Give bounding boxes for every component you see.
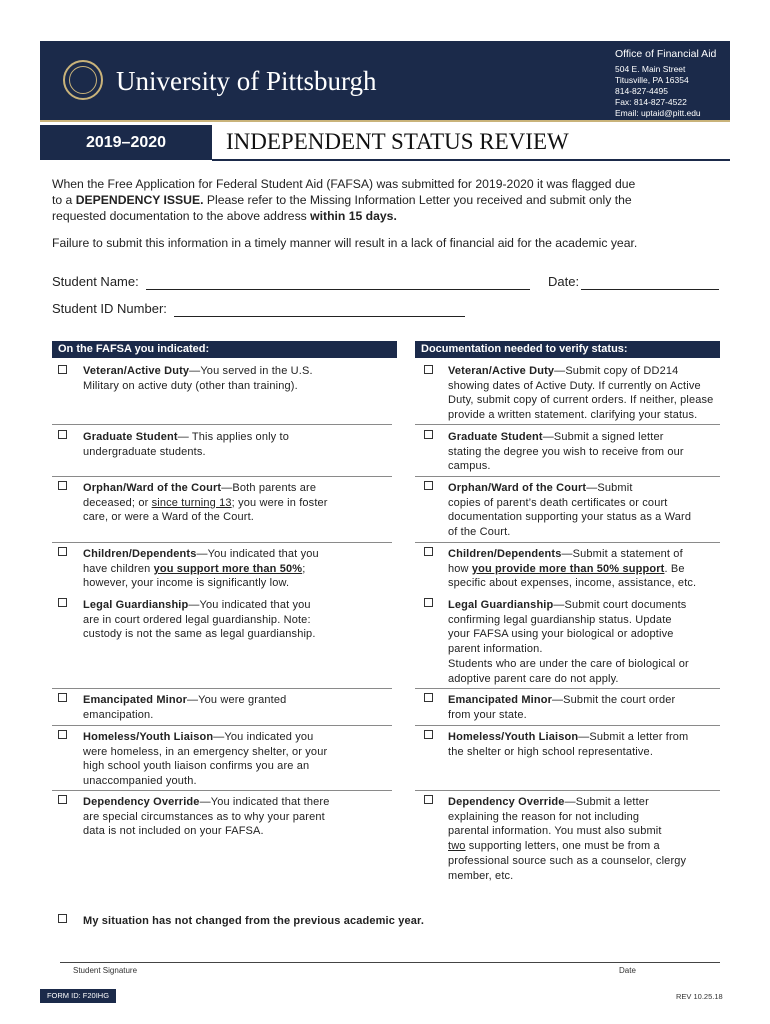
left-text-graduate: Graduate Student— This applies only to undergraduate students. <box>83 431 290 458</box>
checkbox-veteran[interactable] <box>58 365 67 374</box>
row-divider <box>415 688 720 689</box>
row-divider <box>52 725 392 726</box>
right-text-orphan: Orphan/Ward of the Court—Submit copies of parent’s death certificates or court documentation supporting your status as a Ward of the Court. <box>448 482 692 539</box>
checkbox-override[interactable] <box>58 795 67 804</box>
no-change-text: My situation has not changed from the previous academic year. <box>83 915 425 927</box>
left-text-children: Children/Dependents—You indicated that you have children you support more than 50%; however, your income is significantly low. <box>83 548 319 590</box>
intro-line-1: When the Free Application for Federal Student Aid (FAFSA) was submitted for 2019-2020 it was flagged due <box>52 177 636 191</box>
checkbox-orphan[interactable] <box>58 481 67 490</box>
left-text-homeless: Homeless/Youth Liaison—You indicated you were homeless, in an emergency shelter, or your high school youth liaison confirms you are an unaccompanied youth. <box>83 731 328 788</box>
fax-line: Fax: 814-827-4522 <box>615 97 687 107</box>
academic-year: 2019–2020 <box>85 134 167 151</box>
student-id-field[interactable] <box>174 316 465 317</box>
right-text-homeless: Homeless/Youth Liaison—Submit a letter from the shelter or high school representative. <box>448 731 689 758</box>
seal-inner-ring <box>69 66 97 94</box>
student-id-label: Student ID Number: <box>52 301 167 316</box>
row-divider <box>52 542 392 543</box>
right-text-children: Children/Dependents—Submit a statement of how you provide more than 50% support. Be specific about expenses, income, assistance, etc. <box>448 548 697 590</box>
checkbox-emancipated[interactable] <box>58 693 67 702</box>
left-text-guardianship: Legal Guardianship—You indicated that you are in court ordered legal guardianship. Note: custody is not the same as legal guardianship. <box>83 599 316 641</box>
checkbox-graduate[interactable] <box>58 430 67 439</box>
row-divider <box>415 542 720 543</box>
header-divider <box>40 120 730 122</box>
right-text-veteran: Veteran/Active Duty—Submit copy of DD214 showing dates of Active Duty. If currently on Active Duty, submit copy of current orders. If neither, please provide a written statement. clarifying your status. <box>448 365 714 422</box>
signature-date-label: Date <box>619 966 636 975</box>
row-divider <box>415 790 720 791</box>
page-title: INDEPENDENT STATUS REVIEW <box>226 129 569 154</box>
right-column-header: Documentation needed to verify status: <box>415 341 720 358</box>
checkbox-no-change[interactable] <box>58 914 67 923</box>
address-line: 504 E. Main Street <box>615 64 686 74</box>
signature-label: Student Signature <box>73 966 138 975</box>
warning-text: Failure to submit this information in a timely manner will result in a lack of financial aid for the academic year. <box>52 236 638 250</box>
email-line: Email: uptaid@pitt.edu <box>615 108 701 118</box>
right-text-guardianship: Legal Guardianship—Submit court documents confirming legal guardianship status. Update your FAFSA using your biological or adoptive parent information. Students who are under the care of biological or adoptive parent care do not apply. <box>448 599 689 685</box>
left-text-orphan: Orphan/Ward of the Court—Both parents are deceased; or since turning 13; you were in foster care, or were a Ward of the Court. <box>83 482 328 524</box>
row-divider <box>415 476 720 477</box>
checkbox-orphan-docs[interactable] <box>424 481 433 490</box>
form-id: FORM ID: F20IHG <box>40 989 116 1003</box>
title-rule <box>212 159 730 161</box>
checkbox-emancipated-docs[interactable] <box>424 693 433 702</box>
intro-line-3: requested documentation to the above address within 15 days. <box>52 209 397 223</box>
dependency-issue-text: DEPENDENCY ISSUE. <box>75 193 204 207</box>
row-divider <box>52 790 392 791</box>
left-text-override: Dependency Override—You indicated that there are special circumstances as to why your parent data is not included on your FAFSA. <box>83 796 330 838</box>
right-text-emancipated: Emancipated Minor—Submit the court order from your state. <box>448 694 676 721</box>
revision-date: REV 10.25.18 <box>676 992 723 1001</box>
date-field[interactable] <box>581 289 719 290</box>
deadline-text: within 15 days. <box>310 209 397 223</box>
phone-line: 814-827-4495 <box>615 86 668 96</box>
signature-line[interactable] <box>60 962 720 963</box>
address-line: Titusville, PA 16354 <box>615 75 689 85</box>
right-text-override: Dependency Override—Submit a letter explaining the reason for not including parental information. You must also submit two supporting letters, one must be from a professional source such as a counselor, clergy member, etc. <box>448 796 687 882</box>
checkbox-override-docs[interactable] <box>424 795 433 804</box>
row-divider <box>52 424 392 425</box>
row-divider <box>52 688 392 689</box>
left-column-header: On the FAFSA you indicated: <box>52 341 397 358</box>
checkbox-guardianship[interactable] <box>58 598 67 607</box>
checkbox-veteran-docs[interactable] <box>424 365 433 374</box>
checkbox-homeless-docs[interactable] <box>424 730 433 739</box>
university-name: University of Pittsburgh <box>116 66 377 96</box>
left-text-emancipated: Emancipated Minor—You were granted emancipation. <box>83 694 287 721</box>
student-name-field[interactable] <box>146 289 530 290</box>
checkbox-homeless[interactable] <box>58 730 67 739</box>
left-text-veteran: Veteran/Active Duty—You served in the U.S. Military on active duty (other than training). <box>83 365 313 392</box>
checkbox-guardianship-docs[interactable] <box>424 598 433 607</box>
intro-line-2: to a DEPENDENCY ISSUE. Please refer to the Missing Information Letter you received and submit only the <box>52 193 632 207</box>
checkbox-children[interactable] <box>58 547 67 556</box>
checkbox-children-docs[interactable] <box>424 547 433 556</box>
date-label: Date: <box>548 274 580 289</box>
row-divider <box>52 476 392 477</box>
row-divider <box>415 725 720 726</box>
right-text-graduate: Graduate Student—Submit a signed letter stating the degree you wish to receive from our campus. <box>448 431 684 473</box>
office-title: Office of Financial Aid <box>615 48 717 60</box>
student-name-label: Student Name: <box>52 274 139 289</box>
row-divider <box>415 424 720 425</box>
checkbox-graduate-docs[interactable] <box>424 430 433 439</box>
